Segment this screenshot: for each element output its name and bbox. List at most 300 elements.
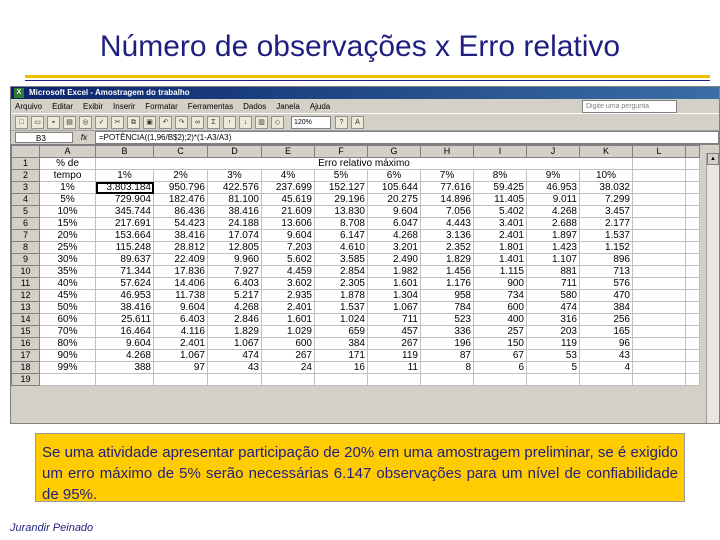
column-header-f[interactable]: F xyxy=(315,146,368,158)
cell-pct-tempo[interactable]: 20% xyxy=(40,230,96,242)
data-cell[interactable]: 29.196 xyxy=(315,194,368,206)
data-cell[interactable]: 7.203 xyxy=(262,242,315,254)
data-cell[interactable]: 9.011 xyxy=(527,194,580,206)
drawing-icon[interactable]: ◇ xyxy=(271,116,284,129)
data-cell[interactable]: 7.056 xyxy=(421,206,474,218)
data-cell[interactable]: 1.152 xyxy=(580,242,633,254)
cell-pct-tempo[interactable]: 40% xyxy=(40,278,96,290)
data-cell[interactable]: 3.401 xyxy=(474,218,527,230)
data-cell[interactable]: 600 xyxy=(474,302,527,314)
cell[interactable] xyxy=(368,374,421,386)
cell[interactable] xyxy=(633,230,686,242)
data-cell[interactable]: 9.604 xyxy=(368,206,421,218)
cell[interactable] xyxy=(686,374,700,386)
row-header[interactable]: 11 xyxy=(12,278,40,290)
data-cell[interactable]: 267 xyxy=(368,338,421,350)
data-cell[interactable]: 11.405 xyxy=(474,194,527,206)
cell[interactable] xyxy=(633,158,686,170)
cell[interactable] xyxy=(686,242,700,254)
undo-icon[interactable]: ↶ xyxy=(159,116,172,129)
data-cell[interactable]: 711 xyxy=(527,278,580,290)
preview-icon[interactable]: ◎ xyxy=(79,116,92,129)
cell-pct-tempo[interactable]: 60% xyxy=(40,314,96,326)
data-cell[interactable]: 59.425 xyxy=(474,182,527,194)
header-cell-error-level[interactable]: 9% xyxy=(527,170,580,182)
data-cell[interactable]: 1.878 xyxy=(315,290,368,302)
cell[interactable] xyxy=(686,194,700,206)
data-cell[interactable]: 4.459 xyxy=(262,266,315,278)
help-icon[interactable]: ? xyxy=(335,116,348,129)
data-cell[interactable]: 457 xyxy=(368,326,421,338)
data-cell[interactable]: 267 xyxy=(262,350,315,362)
data-cell[interactable]: 9.604 xyxy=(262,230,315,242)
data-cell[interactable]: 22.409 xyxy=(154,254,208,266)
row-header[interactable]: 19 xyxy=(12,374,40,386)
data-cell[interactable]: 4.443 xyxy=(421,218,474,230)
column-header-h[interactable]: H xyxy=(421,146,474,158)
data-cell[interactable]: 54.423 xyxy=(154,218,208,230)
data-cell[interactable]: 115.248 xyxy=(96,242,154,254)
new-icon[interactable]: □ xyxy=(15,116,28,129)
cell-pct-tempo[interactable]: 80% xyxy=(40,338,96,350)
data-cell[interactable]: 24 xyxy=(262,362,315,374)
sort-ascending-icon[interactable]: ↑ xyxy=(223,116,236,129)
data-cell[interactable]: 87 xyxy=(421,350,474,362)
header-cell-error-level[interactable]: 4% xyxy=(262,170,315,182)
column-header-j[interactable]: J xyxy=(527,146,580,158)
column-header-i[interactable]: I xyxy=(474,146,527,158)
data-cell[interactable]: 196 xyxy=(421,338,474,350)
data-cell[interactable]: 16 xyxy=(315,362,368,374)
cell-pct-tempo[interactable]: 99% xyxy=(40,362,96,374)
data-cell[interactable]: 119 xyxy=(368,350,421,362)
data-cell[interactable]: 2.846 xyxy=(208,314,262,326)
column-header-e[interactable]: E xyxy=(262,146,315,158)
data-cell[interactable]: 3.585 xyxy=(315,254,368,266)
copy-icon[interactable]: ⧉ xyxy=(127,116,140,129)
font-size-icon[interactable]: A xyxy=(351,116,364,129)
zoom-select[interactable]: 120% xyxy=(291,116,331,129)
header-cell-error-level[interactable]: 7% xyxy=(421,170,474,182)
menu-ajuda[interactable]: Ajuda xyxy=(309,101,331,111)
cell[interactable] xyxy=(633,278,686,290)
data-cell[interactable]: 165 xyxy=(580,326,633,338)
cell-pct-tempo[interactable]: 15% xyxy=(40,218,96,230)
cell[interactable] xyxy=(527,374,580,386)
header-cell-erro-relativo[interactable]: Erro relativo máximo xyxy=(96,158,633,170)
data-cell[interactable]: 5.602 xyxy=(262,254,315,266)
data-cell[interactable]: 2.854 xyxy=(315,266,368,278)
menu-arquivo[interactable]: Arquivo xyxy=(15,101,43,111)
cell[interactable] xyxy=(633,182,686,194)
cut-icon[interactable]: ✂ xyxy=(111,116,124,129)
data-cell[interactable]: 1.067 xyxy=(154,350,208,362)
data-cell[interactable]: 38.032 xyxy=(580,182,633,194)
data-cell[interactable]: 422.576 xyxy=(208,182,262,194)
row-header[interactable]: 6 xyxy=(12,218,40,230)
data-cell[interactable]: 1.537 xyxy=(580,230,633,242)
data-cell[interactable]: 25.611 xyxy=(96,314,154,326)
data-cell[interactable]: 105.644 xyxy=(368,182,421,194)
cell-pct-tempo[interactable]: 5% xyxy=(40,194,96,206)
data-cell[interactable]: 1.601 xyxy=(368,278,421,290)
cell-pct-tempo[interactable]: 90% xyxy=(40,350,96,362)
menu-inserir[interactable]: Inserir xyxy=(113,101,136,111)
header-cell-error-level[interactable]: 5% xyxy=(315,170,368,182)
cell[interactable] xyxy=(633,326,686,338)
data-cell[interactable]: 46.953 xyxy=(96,290,154,302)
cell[interactable] xyxy=(633,290,686,302)
cell[interactable] xyxy=(686,230,700,242)
data-cell[interactable]: 1.423 xyxy=(527,242,580,254)
data-cell[interactable]: 1.537 xyxy=(315,302,368,314)
data-cell[interactable]: 152.127 xyxy=(315,182,368,194)
data-cell[interactable]: 2.935 xyxy=(262,290,315,302)
data-cell[interactable]: 13.606 xyxy=(262,218,315,230)
data-cell[interactable]: 470 xyxy=(580,290,633,302)
data-cell[interactable]: 150 xyxy=(474,338,527,350)
data-cell[interactable]: 1.829 xyxy=(421,254,474,266)
data-cell[interactable]: 600 xyxy=(262,338,315,350)
cell-pct-tempo[interactable]: 25% xyxy=(40,242,96,254)
data-cell[interactable]: 2.352 xyxy=(421,242,474,254)
spelling-icon[interactable]: ✓ xyxy=(95,116,108,129)
formula-input[interactable]: =POTÊNCIA((1,96/B$2);2)*(1-A3/A3) xyxy=(95,131,719,144)
row-header[interactable]: 14 xyxy=(12,314,40,326)
data-cell[interactable]: 256 xyxy=(580,314,633,326)
header-cell-tempo[interactable]: tempo xyxy=(40,170,96,182)
data-cell[interactable]: 1.801 xyxy=(474,242,527,254)
sort-descending-icon[interactable]: ↓ xyxy=(239,116,252,129)
cell[interactable] xyxy=(686,158,700,170)
header-cell-error-level[interactable]: 2% xyxy=(154,170,208,182)
cell-pct-tempo[interactable]: 50% xyxy=(40,302,96,314)
autosum-icon[interactable]: Σ xyxy=(207,116,220,129)
data-cell[interactable]: 1.107 xyxy=(527,254,580,266)
data-cell[interactable]: 4.268 xyxy=(368,230,421,242)
data-cell[interactable]: 57.624 xyxy=(96,278,154,290)
row-header[interactable]: 13 xyxy=(12,302,40,314)
cell[interactable] xyxy=(686,362,700,374)
data-cell[interactable]: 6 xyxy=(474,362,527,374)
data-cell[interactable]: 1.401 xyxy=(474,254,527,266)
header-cell-error-level[interactable]: 8% xyxy=(474,170,527,182)
data-cell[interactable]: 237.699 xyxy=(262,182,315,194)
data-cell[interactable]: 950.796 xyxy=(154,182,208,194)
data-cell[interactable]: 5 xyxy=(527,362,580,374)
data-cell[interactable]: 1.115 xyxy=(474,266,527,278)
data-cell[interactable]: 46.953 xyxy=(527,182,580,194)
data-cell[interactable]: 71.344 xyxy=(96,266,154,278)
cell[interactable] xyxy=(686,278,700,290)
data-cell[interactable]: 2.401 xyxy=(474,230,527,242)
save-icon[interactable]: ▪ xyxy=(47,116,60,129)
data-cell[interactable]: 1.029 xyxy=(262,326,315,338)
data-cell[interactable]: 217.691 xyxy=(96,218,154,230)
data-cell[interactable]: 1.067 xyxy=(368,302,421,314)
data-cell[interactable]: 43 xyxy=(580,350,633,362)
cell-pct-tempo[interactable]: 70% xyxy=(40,326,96,338)
cell[interactable] xyxy=(40,374,96,386)
data-cell[interactable]: 6.403 xyxy=(208,278,262,290)
data-cell[interactable]: 11.738 xyxy=(154,290,208,302)
data-cell[interactable]: 4 xyxy=(580,362,633,374)
data-cell[interactable]: 1.304 xyxy=(368,290,421,302)
redo-icon[interactable]: ↷ xyxy=(175,116,188,129)
chart-wizard-icon[interactable]: ▥ xyxy=(255,116,268,129)
data-cell[interactable]: 896 xyxy=(580,254,633,266)
data-cell[interactable]: 3.457 xyxy=(580,206,633,218)
data-cell[interactable]: 6.047 xyxy=(368,218,421,230)
data-cell[interactable]: 67 xyxy=(474,350,527,362)
data-cell[interactable]: 881 xyxy=(527,266,580,278)
cell-pct-tempo[interactable]: 1% xyxy=(40,182,96,194)
data-cell[interactable]: 3.602 xyxy=(262,278,315,290)
data-cell[interactable]: 400 xyxy=(474,314,527,326)
data-cell[interactable]: 384 xyxy=(315,338,368,350)
cell[interactable] xyxy=(686,290,700,302)
data-cell[interactable]: 4.268 xyxy=(527,206,580,218)
cell[interactable] xyxy=(686,182,700,194)
cell-pct-tempo[interactable]: 30% xyxy=(40,254,96,266)
data-cell[interactable]: 53 xyxy=(527,350,580,362)
fx-icon[interactable]: fx xyxy=(80,133,88,142)
scroll-up-icon[interactable]: ▲ xyxy=(707,153,719,165)
data-cell[interactable]: 384 xyxy=(580,302,633,314)
data-cell[interactable]: 24.188 xyxy=(208,218,262,230)
header-cell-error-level[interactable]: 6% xyxy=(368,170,421,182)
cell[interactable] xyxy=(315,374,368,386)
cell-pct-tempo[interactable]: 10% xyxy=(40,206,96,218)
cell[interactable] xyxy=(633,302,686,314)
open-icon[interactable]: ▭ xyxy=(31,116,44,129)
cell[interactable] xyxy=(633,374,686,386)
data-cell[interactable]: 580 xyxy=(527,290,580,302)
row-header[interactable]: 2 xyxy=(12,170,40,182)
data-cell[interactable]: 4.268 xyxy=(96,350,154,362)
data-cell[interactable]: 11 xyxy=(368,362,421,374)
row-header[interactable]: 9 xyxy=(12,254,40,266)
data-cell[interactable]: 86.436 xyxy=(154,206,208,218)
print-icon[interactable]: ▤ xyxy=(63,116,76,129)
data-cell[interactable]: 2.490 xyxy=(368,254,421,266)
data-cell[interactable]: 21.609 xyxy=(262,206,315,218)
vertical-scrollbar[interactable] xyxy=(706,153,719,423)
data-cell[interactable]: 77.616 xyxy=(421,182,474,194)
paste-icon[interactable]: ▣ xyxy=(143,116,156,129)
cell[interactable] xyxy=(686,170,700,182)
data-cell[interactable]: 711 xyxy=(368,314,421,326)
header-cell-error-level[interactable]: 10% xyxy=(580,170,633,182)
cell[interactable] xyxy=(686,254,700,266)
data-cell[interactable]: 1.982 xyxy=(368,266,421,278)
data-cell[interactable]: 16.464 xyxy=(96,326,154,338)
data-cell[interactable]: 5.217 xyxy=(208,290,262,302)
data-cell[interactable]: 4.610 xyxy=(315,242,368,254)
data-cell[interactable]: 474 xyxy=(208,350,262,362)
cell[interactable] xyxy=(633,314,686,326)
data-cell[interactable]: 257 xyxy=(474,326,527,338)
menu-editar[interactable]: Editar xyxy=(52,101,74,111)
cell-pct-tempo[interactable]: 35% xyxy=(40,266,96,278)
data-cell[interactable]: 1.601 xyxy=(262,314,315,326)
name-box[interactable]: B3 xyxy=(15,132,73,143)
cell[interactable] xyxy=(686,326,700,338)
data-cell[interactable]: 6.147 xyxy=(315,230,368,242)
data-cell[interactable]: 14.406 xyxy=(154,278,208,290)
column-header-a[interactable]: A xyxy=(40,146,96,158)
cell[interactable] xyxy=(421,374,474,386)
column-header-k[interactable]: K xyxy=(580,146,633,158)
data-cell[interactable]: 6.403 xyxy=(154,314,208,326)
row-header[interactable]: 5 xyxy=(12,206,40,218)
cell[interactable] xyxy=(633,218,686,230)
row-header[interactable]: 17 xyxy=(12,350,40,362)
cell[interactable] xyxy=(474,374,527,386)
row-header[interactable]: 3 xyxy=(12,182,40,194)
data-cell[interactable]: 784 xyxy=(421,302,474,314)
cell[interactable] xyxy=(208,374,262,386)
data-cell[interactable]: 316 xyxy=(527,314,580,326)
column-header-l[interactable]: L xyxy=(633,146,686,158)
data-cell[interactable]: 958 xyxy=(421,290,474,302)
data-cell[interactable]: 2.401 xyxy=(154,338,208,350)
cell[interactable] xyxy=(633,362,686,374)
data-cell[interactable]: 20.275 xyxy=(368,194,421,206)
row-header[interactable]: 18 xyxy=(12,362,40,374)
data-cell[interactable]: 9.604 xyxy=(154,302,208,314)
data-cell[interactable]: 1.456 xyxy=(421,266,474,278)
cell[interactable] xyxy=(686,302,700,314)
header-cell-error-level[interactable]: 3% xyxy=(208,170,262,182)
data-cell[interactable]: 9.960 xyxy=(208,254,262,266)
data-cell[interactable]: 734 xyxy=(474,290,527,302)
menu-ferramentas[interactable]: Ferramentas xyxy=(187,101,234,111)
data-cell[interactable]: 2.177 xyxy=(580,218,633,230)
data-cell[interactable]: 8.708 xyxy=(315,218,368,230)
data-cell[interactable]: 345.744 xyxy=(96,206,154,218)
data-cell[interactable]: 3.201 xyxy=(368,242,421,254)
cell[interactable] xyxy=(633,338,686,350)
data-cell[interactable]: 97 xyxy=(154,362,208,374)
cell[interactable] xyxy=(154,374,208,386)
data-cell[interactable]: 38.416 xyxy=(154,230,208,242)
data-cell[interactable]: 89.637 xyxy=(96,254,154,266)
data-cell[interactable]: 119 xyxy=(527,338,580,350)
data-cell[interactable]: 38.416 xyxy=(96,302,154,314)
data-cell[interactable]: 388 xyxy=(96,362,154,374)
data-cell[interactable]: 38.416 xyxy=(208,206,262,218)
data-cell[interactable]: 3.803.184 xyxy=(96,182,154,194)
data-cell[interactable]: 1.067 xyxy=(208,338,262,350)
data-cell[interactable]: 1.024 xyxy=(315,314,368,326)
column-header-d[interactable]: D xyxy=(208,146,262,158)
data-cell[interactable]: 900 xyxy=(474,278,527,290)
data-cell[interactable]: 12.805 xyxy=(208,242,262,254)
data-cell[interactable]: 3.136 xyxy=(421,230,474,242)
row-header[interactable]: 1 xyxy=(12,158,40,170)
data-cell[interactable]: 2.305 xyxy=(315,278,368,290)
cell[interactable] xyxy=(96,374,154,386)
cell[interactable] xyxy=(686,350,700,362)
data-cell[interactable]: 13.830 xyxy=(315,206,368,218)
data-cell[interactable]: 2.401 xyxy=(262,302,315,314)
cell[interactable] xyxy=(262,374,315,386)
hyperlink-icon[interactable]: ∞ xyxy=(191,116,204,129)
menu-formatar[interactable]: Formatar xyxy=(145,101,178,111)
data-cell[interactable]: 8 xyxy=(421,362,474,374)
cell[interactable] xyxy=(686,266,700,278)
data-cell[interactable]: 659 xyxy=(315,326,368,338)
cell[interactable] xyxy=(686,206,700,218)
row-header[interactable]: 16 xyxy=(12,338,40,350)
data-cell[interactable]: 1.829 xyxy=(208,326,262,338)
data-cell[interactable]: 203 xyxy=(527,326,580,338)
column-header-c[interactable]: C xyxy=(154,146,208,158)
cell[interactable] xyxy=(633,350,686,362)
column-header-b[interactable]: B xyxy=(96,146,154,158)
cell[interactable] xyxy=(633,266,686,278)
data-cell[interactable]: 523 xyxy=(421,314,474,326)
cell[interactable] xyxy=(580,374,633,386)
row-header[interactable]: 10 xyxy=(12,266,40,278)
data-cell[interactable]: 171 xyxy=(315,350,368,362)
data-cell[interactable]: 28.812 xyxy=(154,242,208,254)
data-cell[interactable]: 4.268 xyxy=(208,302,262,314)
cell[interactable] xyxy=(686,338,700,350)
cell[interactable] xyxy=(633,242,686,254)
cell[interactable] xyxy=(633,206,686,218)
row-header[interactable]: 12 xyxy=(12,290,40,302)
row-header[interactable]: 7 xyxy=(12,230,40,242)
data-cell[interactable]: 474 xyxy=(527,302,580,314)
data-cell[interactable]: 17.074 xyxy=(208,230,262,242)
row-header[interactable]: 4 xyxy=(12,194,40,206)
data-cell[interactable]: 713 xyxy=(580,266,633,278)
header-cell-pct[interactable]: % de xyxy=(40,158,96,170)
data-cell[interactable]: 17.836 xyxy=(154,266,208,278)
cell[interactable] xyxy=(633,194,686,206)
data-cell[interactable]: 5.402 xyxy=(474,206,527,218)
data-cell[interactable]: 336 xyxy=(421,326,474,338)
data-cell[interactable]: 4.116 xyxy=(154,326,208,338)
data-cell[interactable]: 153.664 xyxy=(96,230,154,242)
data-cell[interactable]: 7.299 xyxy=(580,194,633,206)
data-cell[interactable]: 96 xyxy=(580,338,633,350)
row-header[interactable]: 15 xyxy=(12,326,40,338)
column-header-g[interactable]: G xyxy=(368,146,421,158)
data-cell[interactable]: 14.896 xyxy=(421,194,474,206)
cell[interactable] xyxy=(686,218,700,230)
header-cell-error-level[interactable]: 1% xyxy=(96,170,154,182)
cell-pct-tempo[interactable]: 45% xyxy=(40,290,96,302)
data-cell[interactable]: 43 xyxy=(208,362,262,374)
cell[interactable] xyxy=(633,254,686,266)
menu-janela[interactable]: Janela xyxy=(276,101,300,111)
cell[interactable] xyxy=(633,170,686,182)
cell[interactable] xyxy=(686,314,700,326)
row-header[interactable]: 8 xyxy=(12,242,40,254)
select-all-corner[interactable] xyxy=(12,146,40,158)
menu-exibir[interactable]: Exibir xyxy=(83,101,104,111)
data-cell[interactable]: 7.927 xyxy=(208,266,262,278)
data-cell[interactable]: 182.476 xyxy=(154,194,208,206)
data-cell[interactable]: 729.904 xyxy=(96,194,154,206)
data-cell[interactable]: 2.688 xyxy=(527,218,580,230)
menu-dados[interactable]: Dados xyxy=(243,101,267,111)
data-cell[interactable]: 576 xyxy=(580,278,633,290)
data-cell[interactable]: 81.100 xyxy=(208,194,262,206)
